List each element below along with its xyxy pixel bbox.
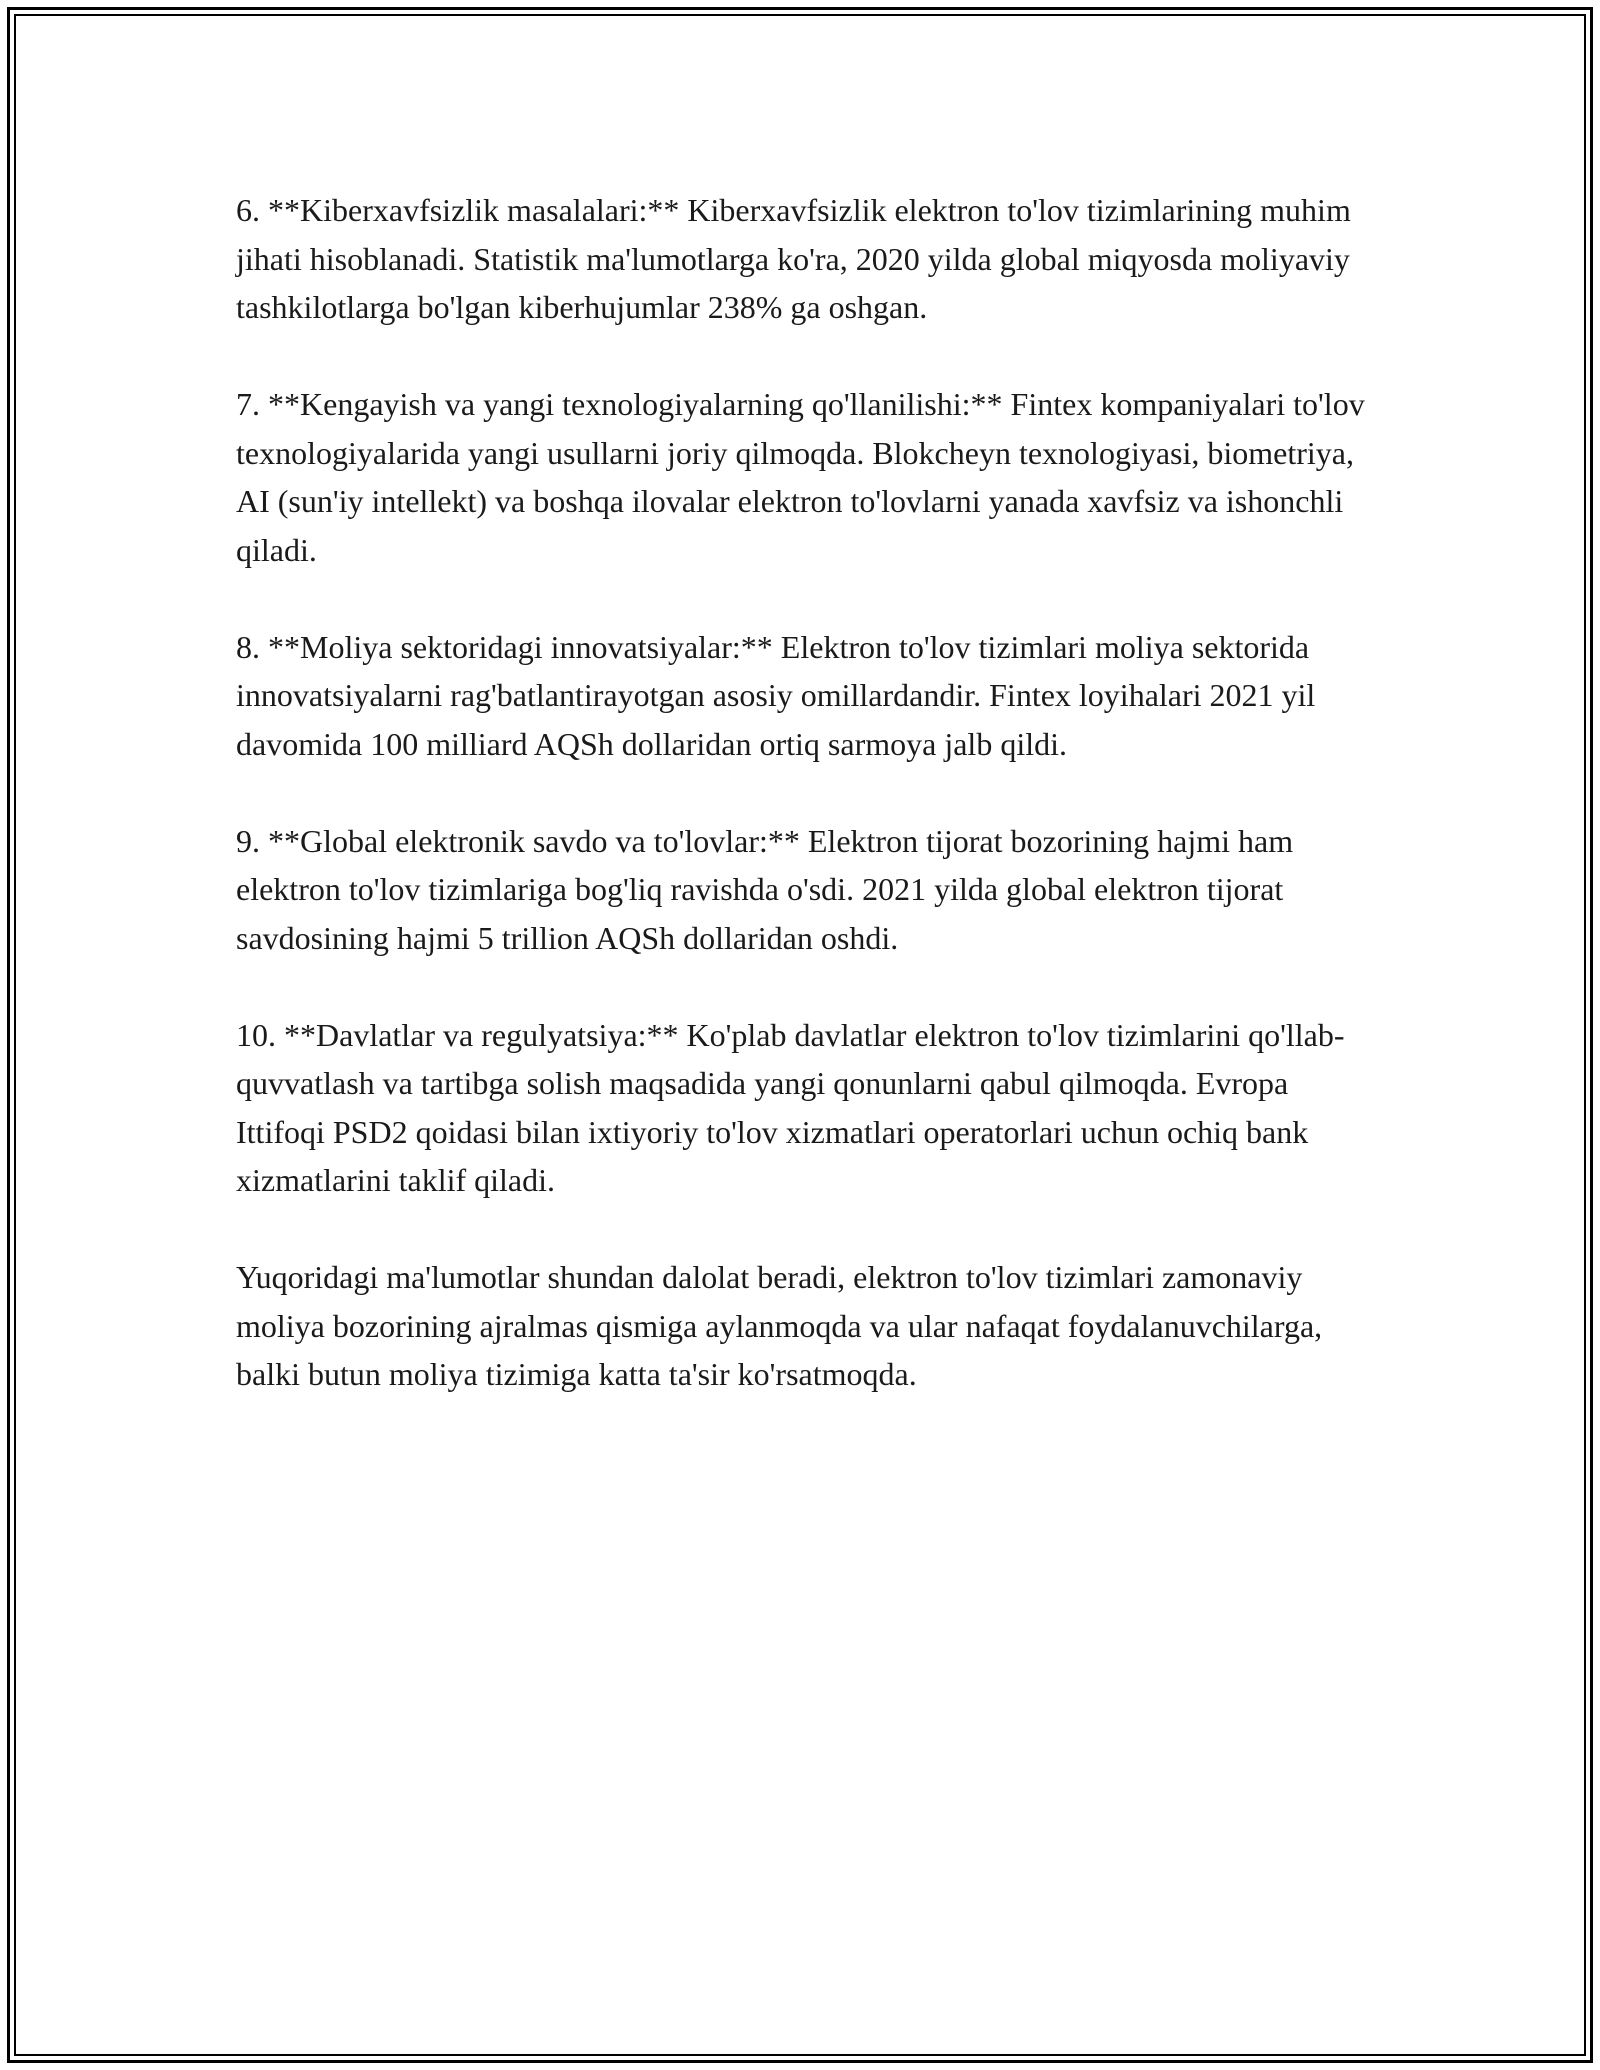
document-body bbox=[236, 186, 1376, 1447]
paragraph-new-technologies: 7. **Kengayish va yangi texnologiyalarning qo'llanilishi:** Fintex kompaniyalari to'lov texnologiyalarida yangi usullarni joriy qilmoqda. Blokcheyn texnologiyasi, biometriya, AI (sun'iy intellekt) va boshqa ilovalar elektron to'lovlarni yanada xavfsiz va ishonchli qiladi. bbox=[236, 386, 1365, 568]
paragraph-finance-innovation: 8. **Moliya sektoridagi innovatsiyalar:** Elektron to'lov tizimlari moliya sektorida innovatsiyalarni rag'batlantirayotgan asosiy omillardandir. Fintex loyihalari 2021 yil davomida 100 milliard AQSh dollaridan ortiq sarmoya jalb qildi. bbox=[236, 628, 1316, 762]
paragraph-cybersecurity: 6. **Kiberxavfsizlik masalalari:** Kiberxavfsizlik elektron to'lov tizimlarining muhim jihati hisoblanadi. Statistik ma'lumotlarga ko'ra, 2020 yilda global miqyosda moliyaviy tashkilotlarga bo'lgan kiberhujumlar 238% ga oshgan. bbox=[236, 192, 1351, 325]
paragraph-regulation: 10. **Davlatlar va regulyatsiya:** Ko'plab davlatlar elektron to'lov tizimlarini qo'llab-quvvatlash va tartibga solish maqsadida yangi qonunlarni qabul qilmoqda. Evropa Ittifoqi PSD2 qoidasi bilan ixtiyoriy to'lov xizmatlari operatorlari uchun ochiq bank xizmatlarini taklif qiladi. bbox=[236, 1016, 1345, 1198]
paragraph-global-ecommerce: 9. **Global elektronik savdo va to'lovlar:** Elektron tijorat bozorining hajmi ham elektron to'lov tizimlariga bog'liq ravishda o'sdi. 2021 yilda global elektron tijorat savdosining hajmi 5 trillion AQSh dollaridan oshdi. bbox=[236, 822, 1294, 956]
paragraph-conclusion: Yuqoridagi ma'lumotlar shundan dalolat beradi, elektron to'lov tizimlari zamonaviy moliya bozorining ajralmas qismiga aylanmoqda va ular nafaqat foydalanuvchilarga, balki butun moliya tizimiga katta ta'sir ko'rsatmoqda. bbox=[236, 1259, 1323, 1392]
